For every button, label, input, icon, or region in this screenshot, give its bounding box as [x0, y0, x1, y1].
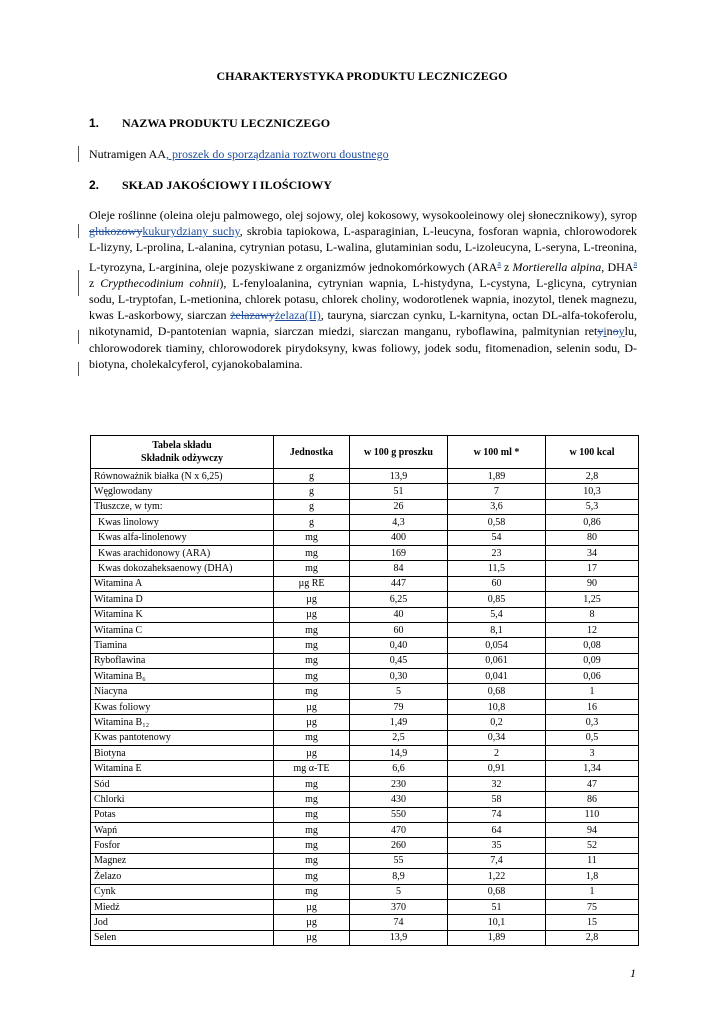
per-100ml-cell: 35: [448, 838, 546, 853]
per-100g-cell: 5: [350, 684, 448, 699]
inserted-text: i: [603, 324, 607, 339]
per-100g-cell: 230: [350, 776, 448, 791]
nutrient-cell: Sód: [91, 776, 274, 791]
nutrient-cell: Witamina D: [91, 592, 274, 607]
unit-cell: mg: [274, 730, 350, 745]
change-bar: [78, 270, 79, 296]
per-100ml-cell: 0,34: [448, 730, 546, 745]
per-100ml-cell: 11,5: [448, 561, 546, 576]
nutrient-cell: Witamina B₆: [91, 669, 274, 684]
table-row: [91, 684, 639, 699]
table-row: [91, 761, 639, 776]
per-100kcal-cell: 3: [546, 746, 639, 761]
unit-cell: mg: [274, 807, 350, 822]
composition-text: n: [606, 324, 613, 339]
per-100ml-cell: 60: [448, 576, 546, 591]
per-100ml-cell: 0,061: [448, 653, 546, 668]
composition-text: z: [500, 259, 513, 274]
table-row: [91, 915, 639, 930]
per-100kcal-cell: 0,5: [546, 730, 639, 745]
nutrient-cell: Kwas alfa-linolenowy: [91, 530, 274, 545]
per-100kcal-cell: 10,3: [546, 484, 639, 499]
table-row: [91, 653, 639, 668]
per-100kcal-cell: 1: [546, 684, 639, 699]
table-row: [91, 530, 639, 545]
deleted-text: o: [612, 324, 619, 339]
per-100ml-cell: 54: [448, 530, 546, 545]
per-100ml-cell: 23: [448, 545, 546, 560]
unit-cell: g: [274, 469, 350, 484]
per-100g-cell: 6,25: [350, 592, 448, 607]
organism-name: Mortierella alpina: [512, 259, 602, 274]
header-nutrient: [91, 436, 274, 469]
per-100kcal-cell: 11: [546, 853, 639, 868]
table-row: [91, 622, 639, 637]
per-100g-cell: 370: [350, 899, 448, 914]
nutrient-cell: Witamina B₁₂: [91, 715, 274, 730]
per-100g-cell: 0,40: [350, 638, 448, 653]
composition-text: Oleje roślinne (oleina oleju palmowego, olej sojowy, olej kokosowy, wysokooleinowy olej słonecznikowy), syrop: [89, 208, 637, 222]
per-100ml-cell: 7,4: [448, 853, 546, 868]
unit-cell: mg: [274, 545, 350, 560]
table-row: [91, 884, 639, 899]
nutrient-cell: Niacyna: [91, 684, 274, 699]
composition-table: [90, 435, 639, 946]
per-100g-cell: 14,9: [350, 746, 448, 761]
nutrient-cell: Jod: [91, 915, 274, 930]
nutrient-cell: Magnez: [91, 853, 274, 868]
table-row: [91, 853, 639, 868]
section-1-heading: [89, 116, 330, 131]
per-100ml-cell: 10,8: [448, 699, 546, 714]
per-100ml-cell: 1,89: [448, 469, 546, 484]
unit-cell: mg: [274, 853, 350, 868]
per-100g-cell: 430: [350, 792, 448, 807]
per-100ml-cell: 51: [448, 899, 546, 914]
unit-cell: mg: [274, 653, 350, 668]
unit-cell: mg: [274, 561, 350, 576]
unit-cell: µg RE: [274, 576, 350, 591]
table-row: [91, 669, 639, 684]
table-row: [91, 869, 639, 884]
per-100kcal-cell: 8: [546, 607, 639, 622]
page-number: 1: [630, 966, 636, 980]
nutrient-cell: Kwas foliowy: [91, 699, 274, 714]
unit-cell: µg: [274, 607, 350, 622]
per-100g-cell: 8,9: [350, 869, 448, 884]
nutrient-cell: Węglowodany: [91, 484, 274, 499]
per-100kcal-cell: 0,08: [546, 638, 639, 653]
unit-cell: mg: [274, 884, 350, 899]
nutrient-cell: Wapń: [91, 822, 274, 837]
per-100g-cell: 5: [350, 884, 448, 899]
per-100ml-cell: 1,89: [448, 930, 546, 945]
per-100g-cell: 260: [350, 838, 448, 853]
per-100kcal-cell: 1,25: [546, 592, 639, 607]
nutrient-cell: Witamina K: [91, 607, 274, 622]
section-2-number: 2.: [89, 178, 100, 192]
unit-cell: g: [274, 515, 350, 530]
table-row: [91, 484, 639, 499]
product-name-inserted: , proszek do sporządzania roztworu doustnego: [166, 147, 389, 161]
per-100g-cell: 470: [350, 822, 448, 837]
per-100g-cell: 55: [350, 853, 448, 868]
per-100ml-cell: 0,68: [448, 884, 546, 899]
per-100kcal-cell: 1,8: [546, 869, 639, 884]
per-100g-cell: 4,3: [350, 515, 448, 530]
per-100kcal-cell: 52: [546, 838, 639, 853]
nutrient-cell: Chlorki: [91, 792, 274, 807]
per-100ml-cell: 2: [448, 746, 546, 761]
per-100kcal-cell: 86: [546, 792, 639, 807]
per-100g-cell: 0,30: [350, 669, 448, 684]
header-line-1: Tabela składu: [152, 440, 212, 451]
nutrient-cell: Równoważnik białka (N x 6,25): [91, 469, 274, 484]
section-1-number: 1.: [89, 116, 100, 130]
per-100kcal-cell: 0,86: [546, 515, 639, 530]
per-100g-cell: 2,5: [350, 730, 448, 745]
change-bar: [78, 362, 79, 376]
per-100kcal-cell: 80: [546, 530, 639, 545]
unit-cell: mg α-TE: [274, 761, 350, 776]
unit-cell: µg: [274, 899, 350, 914]
per-100ml-cell: 0,054: [448, 638, 546, 653]
table-row: [91, 838, 639, 853]
per-100ml-cell: 0,58: [448, 515, 546, 530]
section-1-title: NAZWA PRODUKTU LECZNICZEGO: [122, 116, 331, 130]
per-100kcal-cell: 47: [546, 776, 639, 791]
footnote-marker: a: [633, 258, 637, 268]
table-row: [91, 469, 639, 484]
table-row: [91, 822, 639, 837]
per-100ml-cell: 0,041: [448, 669, 546, 684]
per-100kcal-cell: 17: [546, 561, 639, 576]
composition-text: , skrobia tapiokowa, L-asparaginian, L-leucyna, fosforan wapnia, chlorowodorek L-lizyny, L-prolina, L-alanina, cytrynian potasu, L-walina, glutaminian sodu, L-izoleucyna, L-seryna, L-treonina, L-tyrozyna, L-arginina, oleje pozyskiwane z organizmów jednokomórkowych (ARA: [89, 224, 637, 274]
per-100kcal-cell: 15: [546, 915, 639, 930]
unit-cell: mg: [274, 622, 350, 637]
nutrient-cell: Potas: [91, 807, 274, 822]
nutrient-cell: Witamina A: [91, 576, 274, 591]
table-row: [91, 545, 639, 560]
table-row: [91, 576, 639, 591]
unit-cell: mg: [274, 822, 350, 837]
per-100kcal-cell: 34: [546, 545, 639, 560]
nutrient-cell: Miedź: [91, 899, 274, 914]
per-100ml-cell: 64: [448, 822, 546, 837]
section-2-title: SKŁAD JAKOŚCIOWY I ILOŚCIOWY: [122, 178, 332, 192]
change-bar: [78, 146, 79, 162]
per-100g-cell: 400: [350, 530, 448, 545]
unit-cell: µg: [274, 915, 350, 930]
deleted-text: glukozowy: [89, 224, 143, 239]
per-100ml-cell: 0,68: [448, 684, 546, 699]
unit-cell: mg: [274, 792, 350, 807]
table-row: [91, 515, 639, 530]
table-row: [91, 776, 639, 791]
per-100kcal-cell: 110: [546, 807, 639, 822]
table-row: [91, 746, 639, 761]
product-name-base: Nutramigen AA: [89, 147, 166, 161]
unit-cell: mg: [274, 530, 350, 545]
change-bar: [78, 224, 79, 238]
per-100ml-cell: 10,1: [448, 915, 546, 930]
nutrient-cell: Kwas arachidonowy (ARA): [91, 545, 274, 560]
per-100ml-cell: 58: [448, 792, 546, 807]
header-per-100ml: w 100 ml *: [448, 436, 546, 469]
per-100ml-cell: 1,22: [448, 869, 546, 884]
per-100g-cell: 1,49: [350, 715, 448, 730]
header-per-100kcal: w 100 kcal: [546, 436, 639, 469]
composition-text: , tauryna, siarczan cynku, L-karnityna, octan DL-alfa-tokoferolu, nikotynamid, D-pantotenian wapnia, siarczan miedzi, siarczan manganu, ryboflawina, palmitynian ret: [89, 308, 638, 339]
inserted-text: kukurydziany suchy: [142, 224, 240, 239]
nutrient-cell: Witamina E: [91, 761, 274, 776]
per-100ml-cell: 74: [448, 807, 546, 822]
table-header-row: [91, 436, 639, 469]
table-row: [91, 730, 639, 745]
per-100g-cell: 0,45: [350, 653, 448, 668]
per-100ml-cell: 0,2: [448, 715, 546, 730]
nutrient-cell: Kwas pantotenowy: [91, 730, 274, 745]
per-100ml-cell: 7: [448, 484, 546, 499]
nutrient-cell: Żelazo: [91, 869, 274, 884]
per-100kcal-cell: 1,34: [546, 761, 639, 776]
per-100g-cell: 447: [350, 576, 448, 591]
per-100g-cell: 13,9: [350, 930, 448, 945]
change-bar: [78, 330, 79, 344]
unit-cell: µg: [274, 746, 350, 761]
table-row: [91, 699, 639, 714]
composition-text: , DHA: [601, 259, 634, 274]
per-100g-cell: 60: [350, 622, 448, 637]
unit-cell: mg: [274, 869, 350, 884]
per-100kcal-cell: 0,09: [546, 653, 639, 668]
per-100g-cell: 84: [350, 561, 448, 576]
unit-cell: mg: [274, 638, 350, 653]
unit-cell: µg: [274, 930, 350, 945]
composition-text: ), L-fenyloalanina, cytrynian wapnia, L-histydyna, L-cystyna, L-glicyna, cytrynian sodu, L-tryptofan, L-metionina, chlorek potasu, chlorek choliny, wodorotlenek wapnia, inozytol, tlenek magnezu, kwas L-askorbowy, siarczan: [89, 275, 637, 323]
composition-text: lu, chlorowodorek tiaminy, chlorowodorek pirydoksyny, kwas foliowy, jodek sodu, fitomenadion, selenin sodu, D-biotyna, cholekalcyferol, cyjanokobalamina.: [89, 324, 637, 371]
footnote-marker: a: [497, 258, 501, 268]
inserted-text: y: [618, 324, 625, 339]
per-100g-cell: 13,9: [350, 469, 448, 484]
deleted-text: żelazawy: [230, 308, 275, 323]
table-row: [91, 499, 639, 514]
unit-cell: µg: [274, 715, 350, 730]
nutrient-cell: Selen: [91, 930, 274, 945]
per-100kcal-cell: 5,3: [546, 499, 639, 514]
per-100ml-cell: 32: [448, 776, 546, 791]
per-100kcal-cell: 0,06: [546, 669, 639, 684]
per-100ml-cell: 5,4: [448, 607, 546, 622]
per-100kcal-cell: 1: [546, 884, 639, 899]
unit-cell: g: [274, 484, 350, 499]
nutrient-cell: Ryboflawina: [91, 653, 274, 668]
header-line-2: Składnik odżywczy: [141, 453, 223, 464]
per-100g-cell: 26: [350, 499, 448, 514]
per-100kcal-cell: 2,8: [546, 930, 639, 945]
table-row: [91, 638, 639, 653]
unit-cell: mg: [274, 669, 350, 684]
deleted-text: y: [597, 324, 604, 339]
nutrient-cell: Tiamina: [91, 638, 274, 653]
nutrient-cell: Kwas linolowy: [91, 515, 274, 530]
per-100kcal-cell: 0,3: [546, 715, 639, 730]
per-100kcal-cell: 94: [546, 822, 639, 837]
per-100g-cell: 6,6: [350, 761, 448, 776]
nutrient-cell: Biotyna: [91, 746, 274, 761]
document-title: CHARAKTERYSTYKA PRODUKTU LECZNICZEGO: [216, 69, 508, 83]
nutrient-cell: Witamina C: [91, 622, 274, 637]
product-name: [89, 147, 389, 162]
composition-paragraph: [89, 207, 637, 372]
table-row: [91, 930, 639, 945]
per-100g-cell: 79: [350, 699, 448, 714]
unit-cell: mg: [274, 776, 350, 791]
table-row: [91, 899, 639, 914]
composition-text: z: [89, 275, 101, 290]
per-100ml-cell: 0,85: [448, 592, 546, 607]
per-100kcal-cell: 16: [546, 699, 639, 714]
header-unit: Jednostka: [274, 436, 350, 469]
per-100ml-cell: 8,1: [448, 622, 546, 637]
unit-cell: µg: [274, 699, 350, 714]
table-row: [91, 792, 639, 807]
per-100g-cell: 51: [350, 484, 448, 499]
table-row: [91, 561, 639, 576]
per-100g-cell: 74: [350, 915, 448, 930]
inserted-text: żelaza(II): [274, 308, 321, 323]
organism-name: Crypthecodinium cohnii: [100, 275, 220, 290]
unit-cell: mg: [274, 684, 350, 699]
per-100kcal-cell: 2,8: [546, 469, 639, 484]
per-100kcal-cell: 75: [546, 899, 639, 914]
nutrient-cell: Fosfor: [91, 838, 274, 853]
per-100ml-cell: 3,6: [448, 499, 546, 514]
table-row: [91, 715, 639, 730]
table-row: [91, 607, 639, 622]
per-100ml-cell: 0,91: [448, 761, 546, 776]
nutrient-cell: Cynk: [91, 884, 274, 899]
unit-cell: µg: [274, 592, 350, 607]
unit-cell: mg: [274, 838, 350, 853]
section-2-heading: [89, 178, 332, 193]
table-row: [91, 592, 639, 607]
nutrient-cell: Tłuszcze, w tym:: [91, 499, 274, 514]
per-100g-cell: 169: [350, 545, 448, 560]
per-100kcal-cell: 90: [546, 576, 639, 591]
table-row: [91, 807, 639, 822]
per-100g-cell: 40: [350, 607, 448, 622]
header-per-100g: w 100 g proszku: [350, 436, 448, 469]
per-100kcal-cell: 12: [546, 622, 639, 637]
unit-cell: g: [274, 499, 350, 514]
per-100g-cell: 550: [350, 807, 448, 822]
nutrient-cell: Kwas dokozaheksaenowy (DHA): [91, 561, 274, 576]
